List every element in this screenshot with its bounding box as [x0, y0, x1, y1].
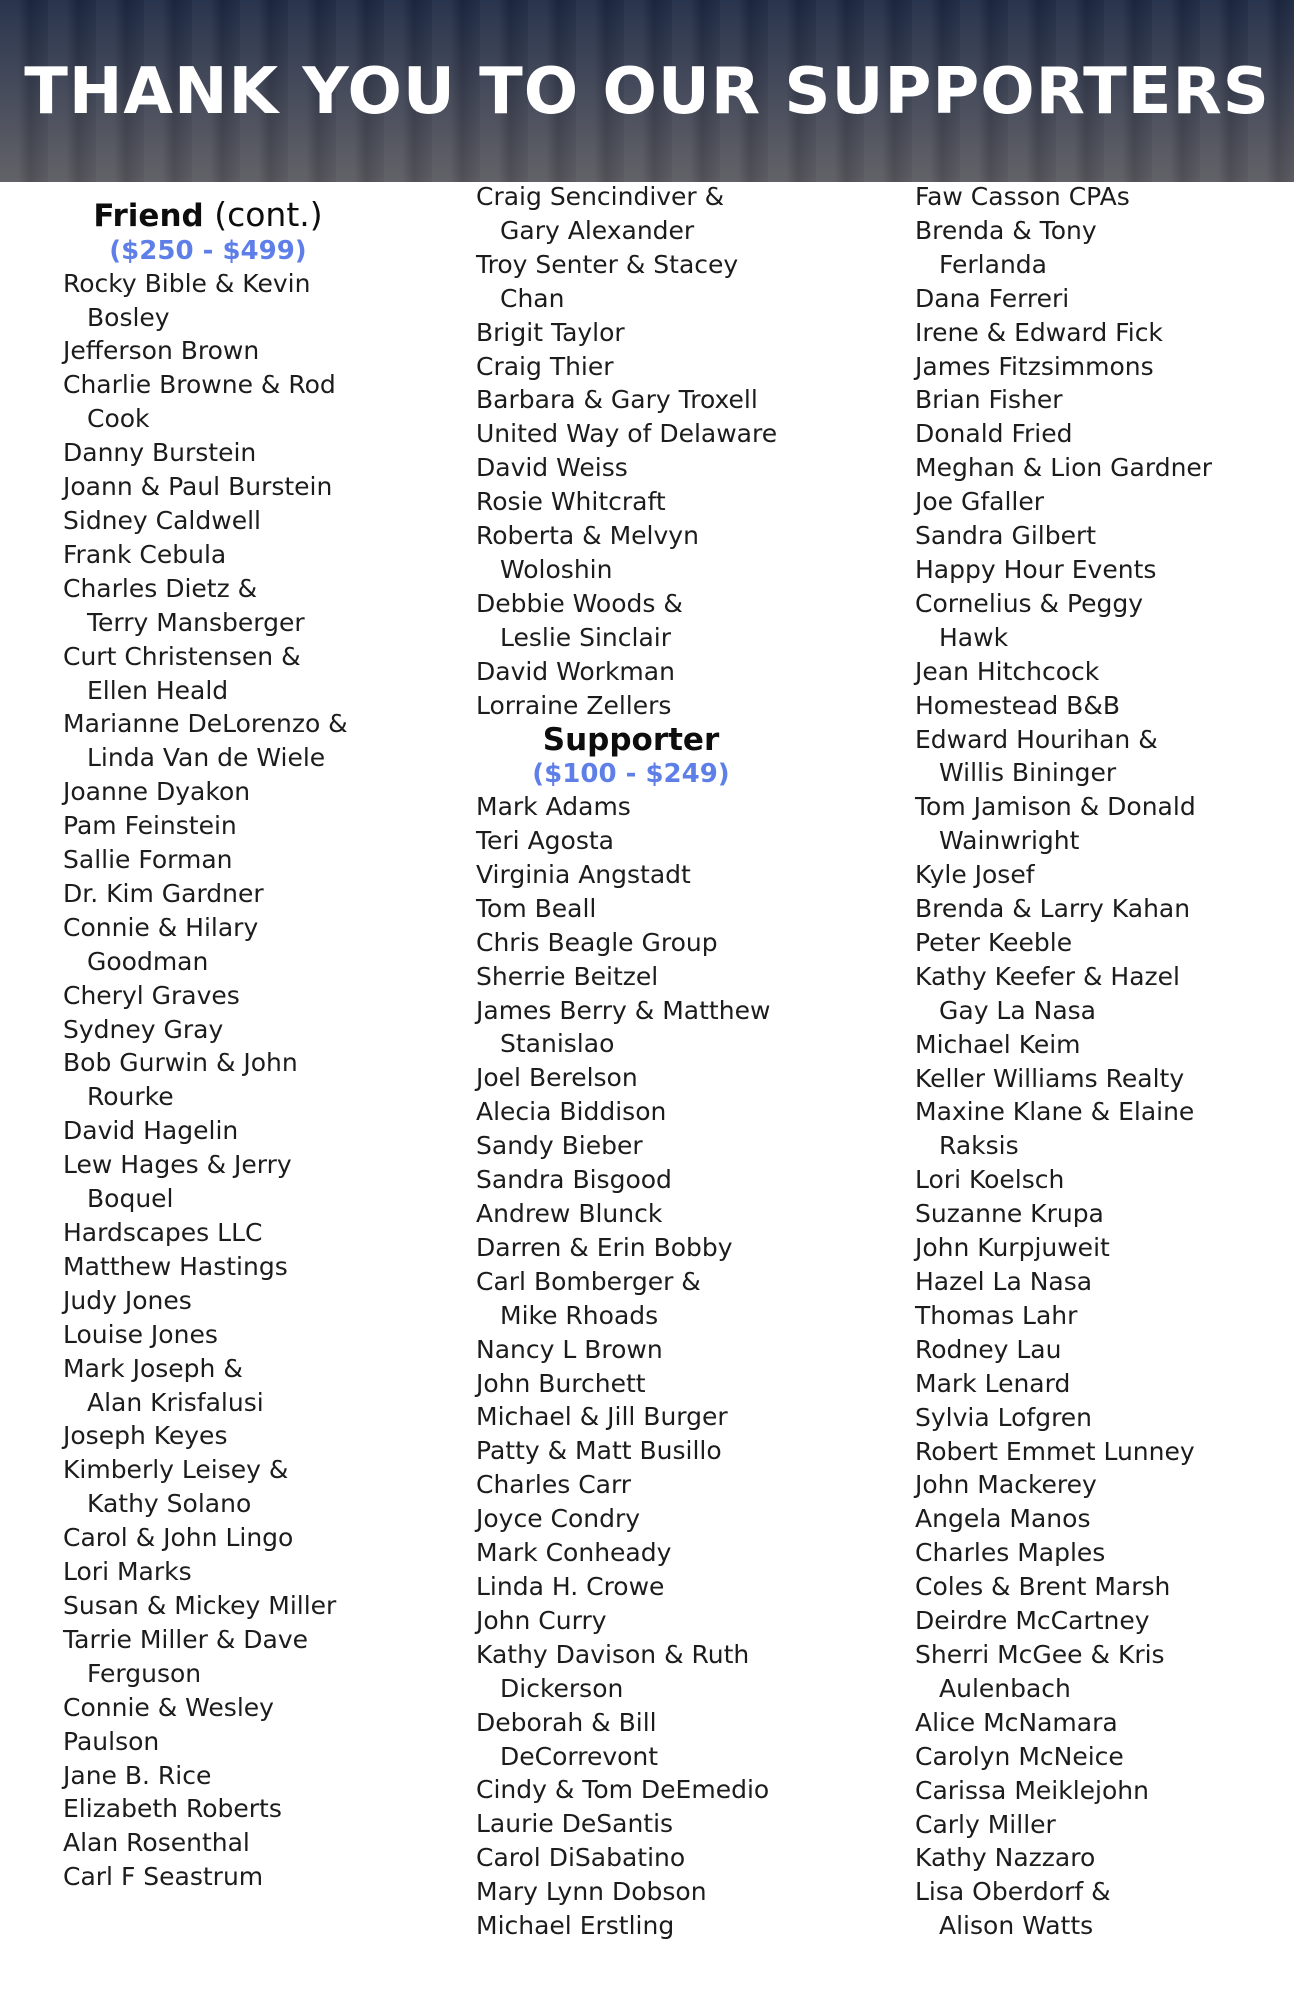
supporter-name — [476, 350, 896, 384]
supporter-name — [63, 1860, 453, 1894]
supporter-name-line: Joseph Keyes — [63, 1421, 228, 1451]
supporter-name — [63, 1826, 453, 1860]
supporter-name — [915, 960, 1285, 1028]
supporter-name — [63, 436, 453, 470]
supporter-name-line: Hardscapes LLC — [63, 1218, 263, 1248]
page-title: THANK YOU TO OUR SUPPORTERS — [24, 55, 1270, 129]
supporter-name-line: John Kurpjuweit — [915, 1233, 1110, 1263]
supporter-name-line: Lori Marks — [63, 1557, 192, 1587]
supporter-name — [476, 1265, 896, 1333]
supporter-name — [476, 1095, 896, 1129]
supporter-name — [63, 1352, 453, 1420]
supporter-name-line: Charles Carr — [476, 1470, 632, 1500]
supporter-name-line: Carly Miller — [915, 1809, 1056, 1839]
supporter-name-continued: Ferguson — [87, 1658, 202, 1688]
supporter-name — [63, 368, 453, 436]
supporter-name-continued: Boquel — [87, 1184, 174, 1214]
supporter-name-line: Sandra Gilbert — [915, 521, 1097, 551]
supporter-name — [476, 1231, 896, 1265]
supporter-name-line: Laurie DeSantis — [476, 1809, 674, 1839]
supporter-name-line: Bob Gurwin & John — [63, 1048, 298, 1078]
supporter-name — [476, 248, 896, 316]
supporter-name — [63, 572, 453, 640]
supporter-name — [63, 707, 453, 775]
supporter-name — [63, 843, 453, 877]
supporter-name-line: Kathy Nazzaro — [915, 1843, 1096, 1873]
supporter-name-line: Craig Sencindiver & — [476, 182, 725, 211]
supporter-name-line: Jefferson Brown — [63, 336, 260, 366]
supporter-name — [476, 655, 896, 689]
supporter-name — [476, 1197, 896, 1231]
supporter-name-line: Cheryl Graves — [63, 980, 240, 1010]
supporter-name — [915, 451, 1285, 485]
supporter-name-continued: Ferlanda — [939, 249, 1047, 279]
tier-range: ($100 - $249) — [532, 759, 730, 790]
supporter-name-line: Alice McNamara — [915, 1707, 1118, 1737]
supporter-name-line: Chris Beagle Group — [476, 927, 718, 957]
supporter-name-line: Carol & John Lingo — [63, 1523, 294, 1553]
supporter-name-line: Elizabeth Roberts — [63, 1794, 282, 1824]
supporter-name — [915, 1502, 1285, 1536]
supporter-name — [915, 214, 1285, 282]
supporter-name — [476, 824, 896, 858]
supporter-name — [476, 1706, 896, 1774]
supporter-name — [476, 1061, 896, 1095]
supporter-name — [915, 1231, 1285, 1265]
supporter-name-line: Michael Keim — [915, 1029, 1081, 1059]
supporter-name-line: Lisa Oberdorf & — [915, 1877, 1111, 1907]
supporter-name-line: Linda H. Crowe — [476, 1571, 665, 1601]
supporter-name — [63, 877, 453, 911]
supporter-name — [476, 858, 896, 892]
supporter-name — [476, 451, 896, 485]
supporter-name — [63, 1691, 453, 1725]
supporter-name-continued: Linda Van de Wiele — [87, 743, 326, 773]
supporter-name-continued: Raksis — [939, 1131, 1019, 1161]
supporter-name-line: Darren & Erin Bobby — [476, 1232, 733, 1262]
tier-range: ($250 - $499) — [109, 235, 307, 266]
supporter-name — [476, 485, 896, 519]
supporter-name-line: Peter Keeble — [915, 927, 1073, 957]
supporter-name — [915, 383, 1285, 417]
supporter-name-line: United Way of Delaware — [476, 419, 778, 449]
supporter-name-line: Keller Williams Realty — [915, 1063, 1185, 1093]
supporter-name-line: James Fitzsimmons — [915, 351, 1154, 381]
supporter-name-line: Happy Hour Events — [915, 554, 1157, 584]
supporter-name-line: Joanne Dyakon — [63, 777, 251, 807]
supporter-name-line: Jane B. Rice — [63, 1760, 212, 1790]
supporter-name — [476, 1807, 896, 1841]
supporter-name — [476, 1129, 896, 1163]
supporter-name-line: James Berry & Matthew — [476, 995, 771, 1025]
supporter-name-line: Rocky Bible & Kevin — [63, 268, 311, 298]
supporter-name — [63, 640, 453, 708]
supporter-name-line: Mark Conheady — [476, 1538, 672, 1568]
supporter-name-line: Nancy L Brown — [476, 1334, 663, 1364]
supporter-name-line: Debbie Woods & — [476, 588, 683, 618]
tier-name: Supporter — [542, 721, 720, 758]
supporter-name-line: Louise Jones — [63, 1319, 218, 1349]
supporter-name — [63, 470, 453, 504]
supporter-name-line: Carl F Seastrum — [63, 1862, 264, 1892]
supporter-name — [476, 1875, 896, 1909]
supporter-name — [476, 1502, 896, 1536]
supporter-name-line: Meghan & Lion Gardner — [915, 453, 1213, 483]
supporter-name-line: Andrew Blunck — [476, 1199, 663, 1229]
supporter-name — [63, 1013, 453, 1047]
supporter-name — [476, 519, 896, 587]
supporter-name-line: Joyce Condry — [476, 1504, 641, 1534]
supporter-name-line: Homestead B&B — [915, 690, 1120, 720]
supporter-name-line: Coles & Brent Marsh — [915, 1572, 1171, 1602]
supporter-name-continued: Leslie Sinclair — [500, 622, 672, 652]
supporter-name-line: Suzanne Krupa — [915, 1199, 1104, 1229]
supporter-name — [63, 1759, 453, 1793]
supporter-name-line: Alecia Biddison — [476, 1097, 667, 1127]
supporter-name — [476, 1570, 896, 1604]
supporter-name-line: Rosie Whitcraft — [476, 487, 666, 517]
supporter-name-line: Paulson — [63, 1726, 160, 1756]
supporter-name-continued: Rourke — [87, 1082, 174, 1112]
supporter-name-continued: Alan Krisfalusi — [87, 1387, 264, 1417]
supporter-name — [63, 979, 453, 1013]
supporter-name — [63, 1623, 453, 1691]
supporter-name — [63, 1318, 453, 1352]
supporter-name-line: Cindy & Tom DeEmedio — [476, 1775, 770, 1805]
supporter-name-line: David Weiss — [476, 453, 628, 483]
supporter-name-line: Kyle Josef — [915, 860, 1035, 890]
supporter-name-continued: Kathy Solano — [87, 1489, 252, 1519]
supporters-column-1 — [63, 180, 453, 1894]
supporter-name-line: Michael & Jill Burger — [476, 1402, 728, 1432]
supporter-name-line: Judy Jones — [63, 1285, 192, 1315]
supporter-name — [63, 1589, 453, 1623]
supporter-name — [63, 809, 453, 843]
supporter-name-line: Brigit Taylor — [476, 317, 625, 347]
supporter-name — [915, 316, 1285, 350]
supporter-name — [63, 538, 453, 572]
supporter-name — [915, 892, 1285, 926]
supporter-name-line: Carolyn McNeice — [915, 1741, 1124, 1771]
supporters-column-2 — [476, 180, 896, 1943]
supporter-name-line: Sandy Bieber — [476, 1131, 643, 1161]
supporter-name-line: Danny Burstein — [63, 438, 257, 468]
supporter-name — [63, 911, 453, 979]
supporter-name-line: John Mackerey — [915, 1470, 1097, 1500]
tier-continued-label: (cont.) — [203, 195, 323, 234]
supporter-name-line: Sallie Forman — [63, 845, 233, 875]
supporter-name — [915, 1468, 1285, 1502]
supporter-name — [476, 994, 896, 1062]
supporter-name-line: Carissa Meiklejohn — [915, 1775, 1149, 1805]
supporter-name — [63, 1148, 453, 1216]
tier-name: Friend — [93, 198, 204, 234]
supporter-name — [476, 1367, 896, 1401]
supporter-name-line: Charles Dietz & — [63, 573, 258, 603]
supporter-name — [476, 960, 896, 994]
supporter-name-line: Sidney Caldwell — [63, 505, 261, 535]
supporter-name-line: Deirdre McCartney — [915, 1606, 1150, 1636]
supporter-name-continued: Bosley — [87, 302, 170, 332]
supporter-name — [915, 1299, 1285, 1333]
supporter-name — [63, 1284, 453, 1318]
supporter-name — [63, 1250, 453, 1284]
supporter-name-line: Marianne DeLorenzo & — [63, 709, 348, 739]
supporter-name — [915, 1841, 1285, 1875]
supporter-name-line: Joann & Paul Burstein — [63, 472, 333, 502]
supporter-name — [915, 180, 1285, 214]
header-banner — [0, 0, 1294, 182]
supporter-name — [63, 504, 453, 538]
supporter-name-continued: Terry Mansberger — [87, 607, 305, 637]
supporter-name — [63, 1114, 453, 1148]
supporter-name — [476, 1468, 896, 1502]
supporter-name-line: Teri Agosta — [476, 826, 614, 856]
supporter-name — [915, 1570, 1285, 1604]
supporter-name-line: Lew Hages & Jerry — [63, 1150, 292, 1180]
supporter-name — [915, 1774, 1285, 1808]
supporter-name-line: Patty & Matt Busillo — [476, 1436, 722, 1466]
supporter-name-line: Barbara & Gary Troxell — [476, 385, 758, 415]
supporter-name — [63, 1792, 453, 1826]
supporter-name-line: Tarrie Miller & Dave — [63, 1624, 309, 1654]
supporter-name-continued: Mike Rhoads — [500, 1300, 659, 1330]
supporter-name — [915, 1028, 1285, 1062]
supporter-name-line: Troy Senter & Stacey — [476, 249, 739, 279]
supporter-name-line: Susan & Mickey Miller — [63, 1590, 337, 1620]
supporter-name — [915, 519, 1285, 553]
supporter-name — [476, 1909, 896, 1943]
supporter-name-line: Mary Lynn Dobson — [476, 1877, 707, 1907]
supporter-name-line: Michael Erstling — [476, 1911, 675, 1941]
supporter-name — [915, 553, 1285, 587]
supporter-name — [915, 689, 1285, 723]
supporter-name-line: David Hagelin — [63, 1116, 239, 1146]
supporter-name — [915, 350, 1285, 384]
supporter-name — [915, 790, 1285, 858]
supporter-name — [915, 417, 1285, 451]
supporter-name-line: Jean Hitchcock — [915, 656, 1100, 686]
supporter-name-line: Sandra Bisgood — [476, 1165, 672, 1195]
supporter-name-line: Connie & Hilary — [63, 912, 259, 942]
supporter-name-continued: Woloshin — [500, 554, 613, 584]
supporter-name — [63, 1521, 453, 1555]
supporter-name-line: Carl Bomberger & — [476, 1266, 701, 1296]
supporter-name — [915, 858, 1285, 892]
supporter-name-line: Roberta & Melvyn — [476, 521, 699, 551]
supporter-name — [915, 1163, 1285, 1197]
supporter-name — [476, 1604, 896, 1638]
supporter-name-line: Mark Adams — [476, 792, 631, 822]
supporter-name — [476, 316, 896, 350]
supporter-name-line: Angela Manos — [915, 1504, 1091, 1534]
supporter-name — [915, 485, 1285, 519]
supporter-name — [915, 1706, 1285, 1740]
supporter-name — [476, 1773, 896, 1807]
supporter-name — [476, 689, 896, 723]
supporter-name — [915, 1401, 1285, 1435]
supporter-name — [915, 1604, 1285, 1638]
supporter-name — [915, 723, 1285, 791]
supporter-name — [476, 1163, 896, 1197]
supporter-name-line: Connie & Wesley — [63, 1692, 274, 1722]
supporter-name-continued: Gary Alexander — [500, 215, 695, 245]
supporter-name — [915, 1740, 1285, 1774]
supporter-name — [63, 1453, 453, 1521]
supporter-name — [476, 1536, 896, 1570]
supporter-name-line: Mark Joseph & — [63, 1353, 243, 1383]
supporter-name-line: Deborah & Bill — [476, 1707, 657, 1737]
supporter-name-line: Tom Beall — [476, 893, 597, 923]
supporter-name — [915, 1265, 1285, 1299]
supporter-name — [915, 655, 1285, 689]
supporter-name-continued: Willis Bininger — [939, 758, 1117, 788]
supporter-name-line: Brenda & Tony — [915, 215, 1097, 245]
supporter-name-continued: Gay La Nasa — [939, 995, 1096, 1025]
supporter-name-continued: Cook — [87, 404, 150, 434]
supporter-name — [476, 1400, 896, 1434]
supporter-name — [476, 926, 896, 960]
supporter-name — [915, 1062, 1285, 1096]
supporter-name — [63, 1725, 453, 1759]
supporter-name — [63, 775, 453, 809]
supporter-name-line: John Burchett — [476, 1368, 646, 1398]
supporter-name — [476, 180, 896, 248]
supporter-name-line: Virginia Angstadt — [476, 859, 691, 889]
supporter-name-line: Alan Rosenthal — [63, 1828, 250, 1858]
supporter-name-line: Charles Maples — [915, 1538, 1106, 1568]
supporter-name — [476, 1333, 896, 1367]
supporter-name — [476, 417, 896, 451]
supporter-name-line: David Workman — [476, 656, 675, 686]
supporter-name — [476, 383, 896, 417]
supporter-name-line: Frank Cebula — [63, 539, 227, 569]
supporter-name-line: Donald Fried — [915, 419, 1073, 449]
supporter-name-continued: Aulenbach — [939, 1673, 1071, 1703]
supporter-name — [476, 587, 896, 655]
supporter-name-line: Pam Feinstein — [63, 811, 237, 841]
supporter-name-line: Mark Lenard — [915, 1368, 1071, 1398]
supporter-name-line: Dana Ferreri — [915, 283, 1070, 313]
supporter-name-line: Hazel La Nasa — [915, 1267, 1093, 1296]
supporter-name — [476, 1841, 896, 1875]
supporter-name-line: Irene & Edward Fick — [915, 317, 1163, 347]
supporter-name — [63, 334, 453, 368]
supporter-name-line: Thomas Lahr — [915, 1300, 1078, 1330]
supporter-name — [915, 1367, 1285, 1401]
supporter-name-line: Charlie Browne & Rod — [63, 370, 336, 400]
supporter-name — [915, 1435, 1285, 1469]
supporter-name-continued: Alison Watts — [939, 1911, 1094, 1941]
supporters-column-3 — [915, 180, 1285, 1943]
supporter-name-line: Robert Emmet Lunney — [915, 1436, 1195, 1466]
supporter-name-continued: Ellen Heald — [87, 675, 229, 705]
supporter-name-line: Kathy Davison & Ruth — [476, 1639, 750, 1669]
supporter-name-line: Kathy Keefer & Hazel — [915, 961, 1180, 991]
supporter-name-line: Dr. Kim Gardner — [63, 878, 264, 908]
supporter-name — [915, 1197, 1285, 1231]
supporter-name-continued: Hawk — [939, 622, 1009, 652]
supporter-name — [915, 1095, 1285, 1163]
supporter-name-line: Brian Fisher — [915, 385, 1063, 415]
supporter-name — [915, 1875, 1285, 1943]
supporter-name-line: John Curry — [476, 1605, 607, 1635]
supporter-name — [63, 1216, 453, 1250]
supporter-name-line: Sherri McGee & Kris — [915, 1639, 1165, 1669]
supporter-name — [915, 587, 1285, 655]
supporter-name — [476, 790, 896, 824]
supporter-name-line: Joel Berelson — [476, 1063, 638, 1093]
supporter-name-line: Carol DiSabatino — [476, 1843, 686, 1873]
supporter-name-continued: Wainwright — [939, 826, 1080, 856]
supporter-name-line: Lori Koelsch — [915, 1165, 1065, 1195]
supporter-name-line: Maxine Klane & Elaine — [915, 1097, 1195, 1127]
supporter-name-line: Sylvia Lofgren — [915, 1402, 1093, 1432]
supporter-name-line: Faw Casson CPAs — [915, 182, 1130, 211]
supporter-name — [476, 1638, 896, 1706]
supporter-name-line: Kimberly Leisey & — [63, 1455, 289, 1485]
supporter-name-line: Matthew Hastings — [63, 1251, 288, 1281]
supporter-name — [915, 1638, 1285, 1706]
supporter-name — [915, 1333, 1285, 1367]
supporter-name — [63, 1555, 453, 1589]
supporter-name-line: Sydney Gray — [63, 1014, 224, 1044]
supporter-name-line: Brenda & Larry Kahan — [915, 894, 1191, 924]
supporter-name-continued: Chan — [500, 283, 565, 313]
supporter-name — [63, 267, 453, 335]
supporter-name-line: Craig Thier — [476, 351, 614, 381]
supporter-name-continued: Goodman — [87, 946, 209, 976]
supporter-name — [915, 1536, 1285, 1570]
supporter-name-line: Tom Jamison & Donald — [915, 792, 1196, 822]
supporter-name — [915, 926, 1285, 960]
supporter-name-line: Joe Gfaller — [915, 487, 1045, 517]
supporter-name — [63, 1419, 453, 1453]
supporter-name-continued: DeCorrevont — [500, 1741, 659, 1771]
supporter-name-continued: Dickerson — [500, 1673, 624, 1703]
supporter-name — [915, 282, 1285, 316]
supporter-name-line: Cornelius & Peggy — [915, 588, 1144, 618]
supporter-name — [476, 1434, 896, 1468]
supporter-name — [476, 892, 896, 926]
supporter-name-line: Curt Christensen & — [63, 641, 301, 671]
tier-heading — [476, 723, 786, 791]
supporter-name — [63, 1046, 453, 1114]
supporter-name-line: Lorraine Zellers — [476, 690, 672, 720]
supporter-name-line: Sherrie Beitzel — [476, 961, 659, 991]
supporter-name-continued: Stanislao — [500, 1029, 615, 1059]
supporter-name — [915, 1808, 1285, 1842]
supporter-name-line: Edward Hourihan & — [915, 724, 1158, 754]
supporter-name-line: Rodney Lau — [915, 1334, 1062, 1364]
tier-heading — [63, 196, 353, 267]
